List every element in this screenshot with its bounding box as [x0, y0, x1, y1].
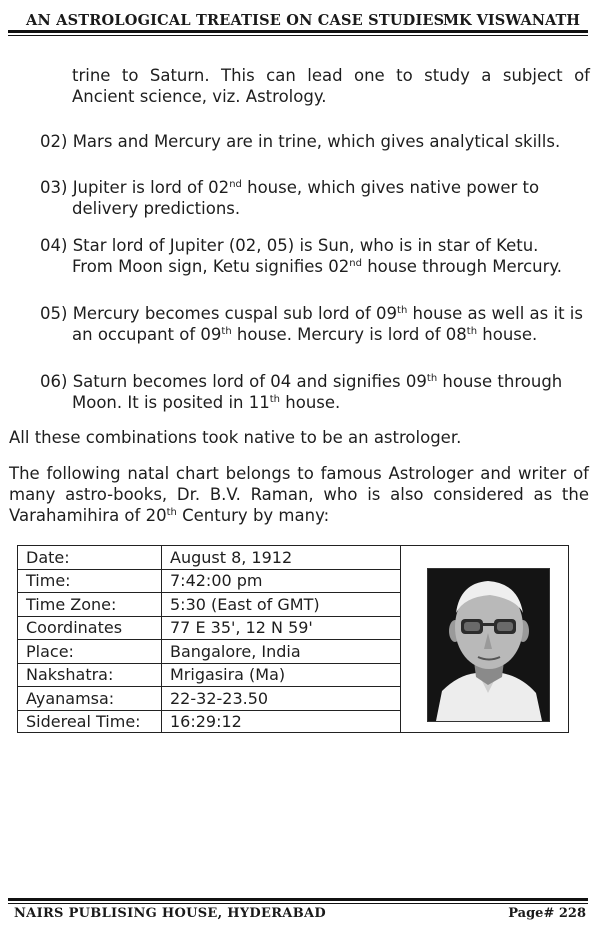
item-text: delivery predictions.	[72, 199, 241, 218]
table-row	[18, 593, 401, 617]
list-item	[40, 371, 590, 413]
field-label: Ayanamsa:	[18, 687, 162, 711]
publisher: NAIRS PUBLISING HOUSE, HYDERABAD	[14, 906, 326, 921]
item-text: Mars and Mercury are in trine, which gives analytical skills.	[72, 132, 561, 151]
header-author: MK VISWANATH	[442, 12, 580, 29]
list-item	[40, 177, 590, 219]
table-row	[18, 687, 401, 711]
item-text: Moon. It is posited in 11th house.	[72, 393, 341, 412]
field-value: 22-32-23.50	[162, 687, 401, 711]
field-value: August 8, 1912	[162, 546, 401, 569]
field-label: Time Zone:	[18, 593, 162, 617]
table-row	[18, 663, 401, 687]
intro-line: The following natal chart belongs to famous Astrologer and writer of	[9, 464, 589, 483]
item-number: 06)	[40, 372, 68, 391]
field-value: 5:30 (East of GMT)	[162, 593, 401, 617]
footer-rule-thick	[8, 898, 588, 901]
table-row	[18, 546, 401, 569]
continuation-paragraph	[72, 65, 590, 107]
portrait-image	[428, 569, 549, 721]
continuation-line: trine to Saturn. This can lead one to study a subject of	[72, 66, 590, 85]
field-value: Bangalore, India	[162, 640, 401, 664]
item-text: Jupiter is lord of 02nd house, which gives native power to	[72, 178, 540, 197]
item-number: 03)	[40, 178, 68, 197]
item-text: Mercury becomes cuspal sub lord of 09th house as well as it is	[72, 304, 583, 323]
intro-line: Varahamihira of 20th Century by many:	[9, 506, 330, 525]
field-label: Coordinates	[18, 616, 162, 640]
item-text: Saturn becomes lord of 04 and signifies 09th house through	[72, 372, 563, 391]
list-item	[40, 131, 590, 152]
field-label: Time:	[18, 569, 162, 593]
page-number: Page# 228	[508, 906, 586, 921]
field-value: Mrigasira (Ma)	[162, 663, 401, 687]
intro-paragraph	[9, 463, 589, 526]
field-label: Date:	[18, 546, 162, 569]
field-value: 77 E 35', 12 N 59'	[162, 616, 401, 640]
portrait-photo	[427, 568, 550, 722]
field-value: 7:42:00 pm	[162, 569, 401, 593]
footer-rule-thin	[8, 903, 588, 904]
list-item	[40, 303, 590, 345]
continuation-line: Ancient science, viz. Astrology.	[72, 87, 327, 106]
summary-text: All these combinations took native to be an astrologer.	[9, 428, 462, 447]
intro-line: many astro-books, Dr. B.V. Raman, who is also considered as the	[9, 485, 589, 504]
header-rule-thin	[8, 35, 588, 36]
field-label: Sidereal Time:	[18, 710, 162, 733]
header-rule-thick	[8, 30, 588, 33]
table-row	[18, 616, 401, 640]
item-number: 04)	[40, 236, 68, 255]
page-footer	[14, 906, 586, 926]
field-label: Place:	[18, 640, 162, 664]
page-header	[14, 6, 586, 28]
table-row	[18, 710, 401, 733]
field-label: Nakshatra:	[18, 663, 162, 687]
item-number: 02)	[40, 132, 68, 151]
header-title: AN ASTROLOGICAL TREATISE ON CASE STUDIES	[26, 12, 445, 29]
item-text: Star lord of Jupiter (02, 05) is Sun, who is in star of Ketu.	[72, 236, 539, 255]
birth-details-grid	[18, 546, 401, 733]
item-text: an occupant of 09th house. Mercury is lord of 08th house.	[72, 325, 538, 344]
field-value: 16:29:12	[162, 710, 401, 733]
table-row	[18, 640, 401, 664]
birth-details-table	[17, 545, 569, 733]
table-row	[18, 569, 401, 593]
list-item	[40, 235, 590, 277]
item-number: 05)	[40, 304, 68, 323]
item-text: From Moon sign, Ketu signifies 02nd house through Mercury.	[72, 257, 563, 276]
